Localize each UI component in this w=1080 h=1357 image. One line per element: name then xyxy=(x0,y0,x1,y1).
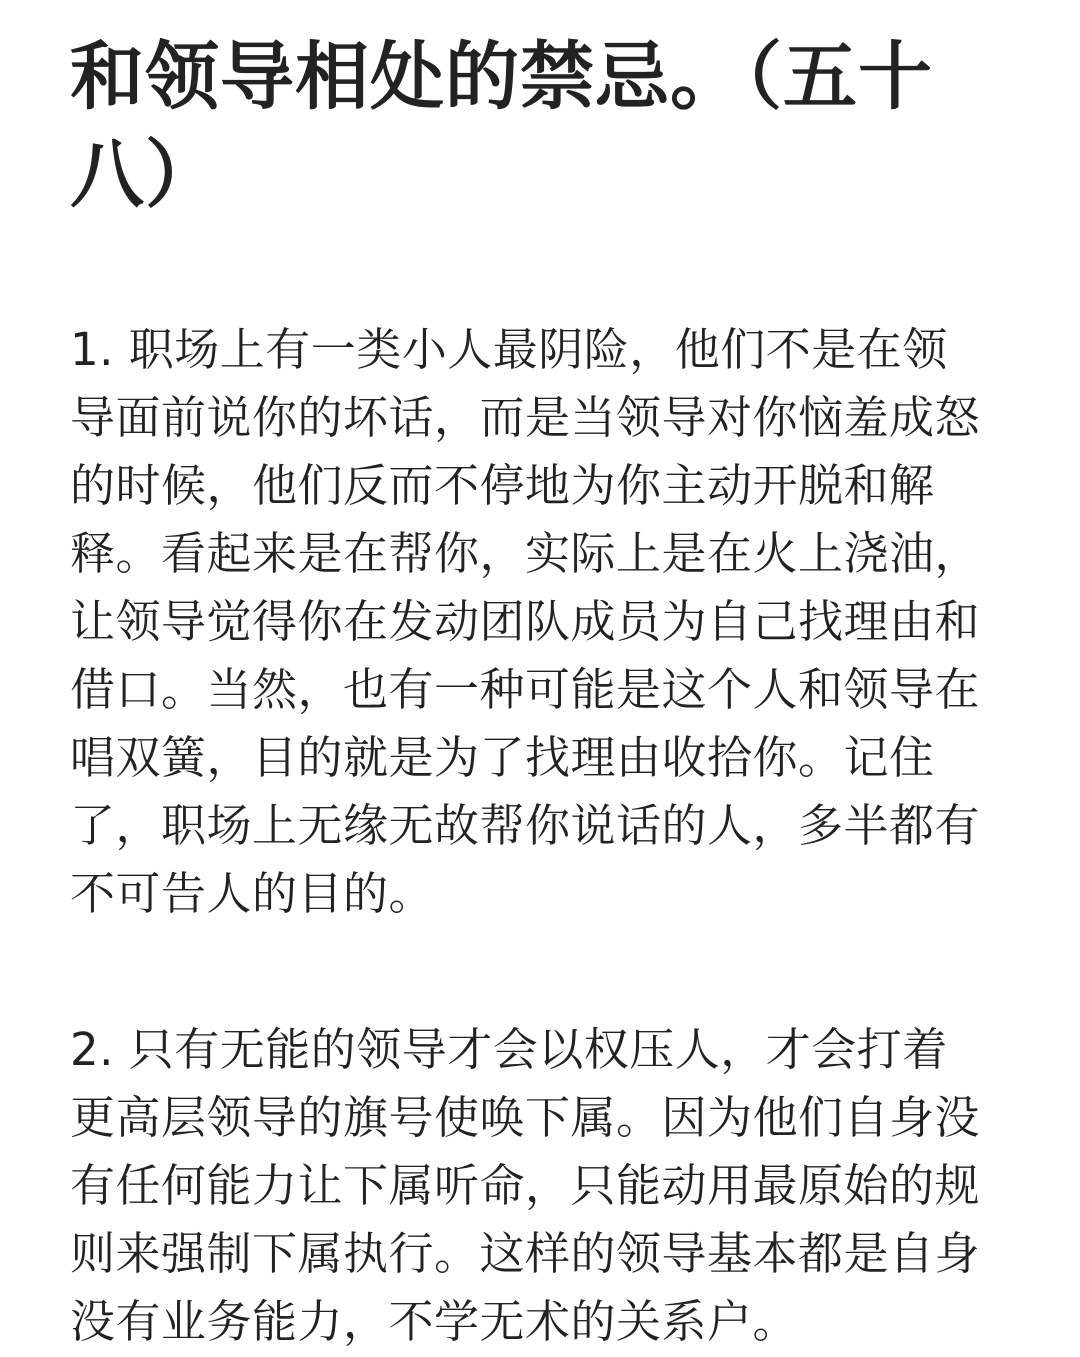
article xyxy=(70,28,990,1356)
article-title: 和领导相处的禁忌。（五十八） xyxy=(70,34,933,218)
paragraph-1: 1. 职场上有一类小人最阴险，他们不是在领导面前说你的坏话，而是当领导对你恼羞成怒的时候，他们反而不停地为你主动开脱和解释。看起来是在帮你，实际上是在火上浇油，让领导觉得你在发动团队成员为自己找理由和借口。当然，也有一种可能是这个人和领导在唱双簧，目的就是为了找理由收拾你。记住了，职场上无缘无故帮你说话的人，多半都有不可告人的目的。 xyxy=(70,323,981,920)
paragraph-2: 2. 只有无能的领导才会以权压人，才会打着更高层领导的旗号使唤下属。因为他们自身没有任何能力让下属听命，只能动用最原始的规则来强制下属执行。这样的领导基本都是自身没有业务能力，不学无术的关系户。 xyxy=(70,1023,981,1348)
